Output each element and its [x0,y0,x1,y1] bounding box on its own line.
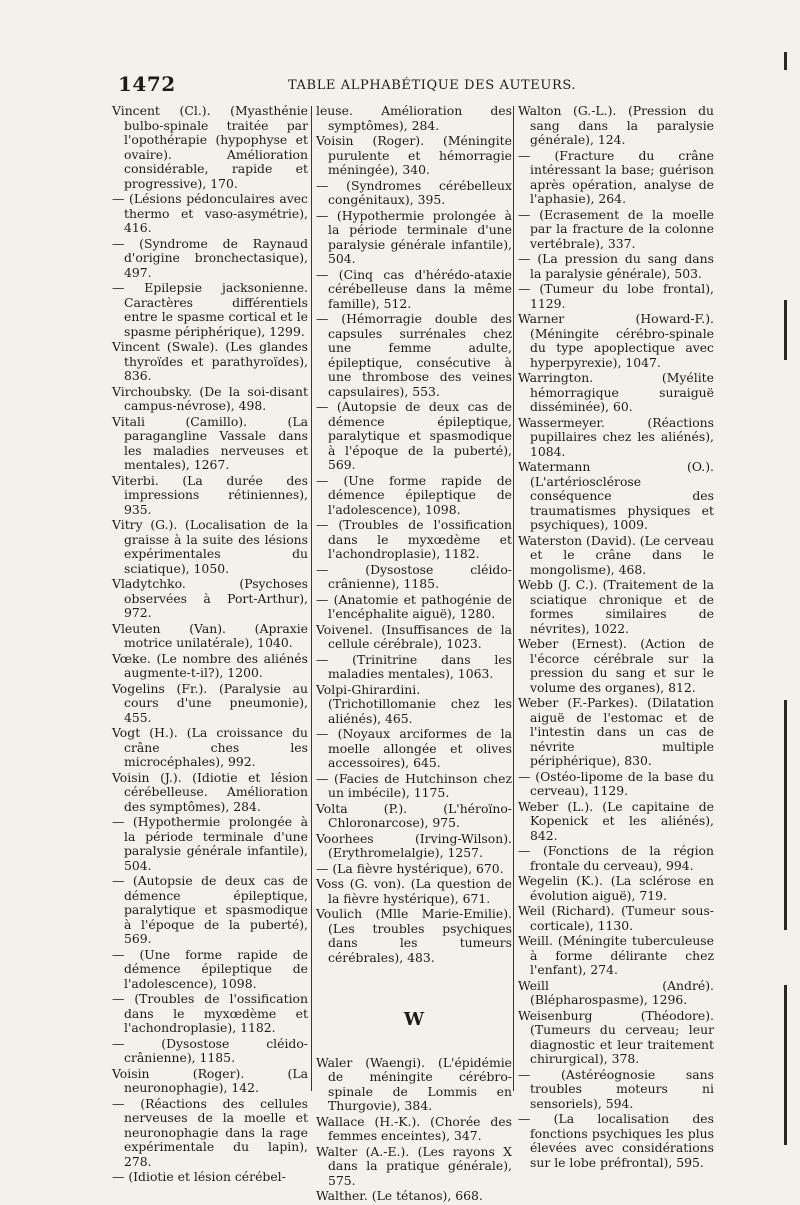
index-entry: — (Autopsie de deux cas de démence épileptique, paralytique et spasmodique à l'époque de la puberté), 569. [112,873,308,946]
index-entry: Walton (G.-L.). (Pression du sang dans la paralysie générale), 124. [518,103,714,147]
index-entry: — (Hypothermie prolongée à la période terminale d'une paralysie générale infantile), 504. [112,814,308,873]
index-entry: — (Une forme rapide de démence épileptique de l'adolescence), 1098. [112,946,308,991]
index-entry: Watermann (O.). (L'artériosclérose conséquence des traumatismes physiques et psychiques), 1009. [518,459,714,532]
index-entry: Voivenel. (Insuffisances de la cellule cérébrale), 1023. [316,621,512,651]
index-entry: Voss (G. von). (La question de la fièvre hystérique), 671. [316,876,512,906]
index-entry: — (Cinq cas d'hérédo-ataxie cérébelleuse dans la même famille), 512. [316,266,512,311]
index-entry: — (Troubles de l'ossification dans le myxœdème et l'achondroplasie), 1182. [112,991,308,1035]
page-number: 1472 [118,72,176,96]
index-entry: Waterston (David). (Le cerveau et le crâne dans le mongolisme), 468. [518,532,714,577]
index-entry: — (Noyaux arciformes de la moelle allongée et olives accessoires), 645. [316,726,512,770]
index-entry: Voulich (Mlle Marie-Emilie). (Les troubles psychiques dans les tumeurs cérébrales), 483. [316,906,512,965]
section-letter-heading: W [403,1009,425,1030]
index-entry: — (Dysostose cléido-crânienne), 1185. [316,561,512,591]
index-entry: Voisin (Roger). (Méningite purulente et hémorragie méningée), 340. [316,133,512,177]
index-entry: — (Autopsie de deux cas de démence épileptique, paralytique et spasmodique à l'époque de la puberté), 569. [316,399,512,472]
index-entry: — (La localisation des fonctions psychiques les plus élevées avec considérations sur le lobe préfrontal), 595. [518,1111,714,1170]
index-entry: Warrington. (Myélite hémorragique suraiguë disséminée), 60. [518,370,714,414]
index-entry: Vogelins (Fr.). (Paralysie au cours d'une pneumonie), 455. [112,680,308,725]
index-entry: — (La fièvre hystérique), 670. [316,860,504,876]
index-entry: — (Anatomie et pathogénie de l'encéphalite aiguë), 1280. [316,591,512,621]
index-entry: Voisin (Roger). (La neuronophagie), 142. [112,1065,308,1095]
index-entry: — (Idiotie et lésion cérébel- [112,1169,286,1184]
index-entry: — (La pression du sang dans la paralysie générale), 503. [518,251,714,281]
column-1 [112,104,308,1186]
index-entry: Viterbi. (La durée des impressions rétiniennes), 935. [112,472,308,517]
index-entry: Vincent (Swale). (Les glandes thyroïdes et parathyroïdes), 836. [112,339,308,383]
index-entry: — (Hémorragie double des capsules surrénales chez une femme adulte, épileptique, consécutive à une thrombose des veines capsulaires), 553. [316,311,512,399]
index-entry: Waler (Waengi). (L'épidémie de méningite cérébro-spinale de Lommis en Thurgovie), 384. [316,1054,512,1113]
index-entry: — (Fracture du crâne intéressant la base; guérison après opération, analyse de l'aphasie), 264. [518,147,714,206]
index-entry: — (Ecrasement de la moelle par la fracture de la colonne vertébrale), 337. [518,206,714,251]
index-entry: Vitali (Camillo). (La paragangline Vassale dans les maladies nerveuses et mentales), 1267. [112,413,308,472]
page-edge-mark [784,700,787,930]
index-entry: Weill. (Méningite tuberculeuse à forme délirante chez l'enfant), 274. [518,933,714,977]
index-entry: — (Troubles de l'ossification dans le myxœdème et l'achondroplasie), 1182. [316,517,512,561]
index-entry: Weil (Richard). (Tumeur sous-corticale), 1130. [518,903,714,933]
index-entry: Weber (F.-Parkes). (Dilatation aiguë de l'estomac et de l'intestin dans un cas de névrite multiple périphérique), 830. [518,695,714,768]
index-entry: — (Facies de Hutchinson chez un imbécile), 1175. [316,770,512,800]
index-entry: — (Dysostose cléido-crânienne), 1185. [112,1035,308,1065]
index-entry: Voorhees (Irving-Wilson). (Erythromelalgie), 1257. [316,830,512,860]
index-entry: — (Astéréognosie sans troubles moteurs ni sensoriels), 594. [518,1066,714,1111]
index-entry: Vladytchko. (Psychoses observées à Port-Arthur), 972. [112,576,308,620]
index-entry: Weber (Ernest). (Action de l'écorce cérébrale sur la pression du sang et sur le volume des organes), 812. [518,636,714,695]
index-entry: Voisin (J.). (Idiotie et lésion cérébelleuse. Amélioration des symptômes), 284. [112,769,308,814]
index-entry: Wallace (H.-K.). (Chorée des femmes enceintes), 347. [316,1113,512,1143]
index-entry: Vleuten (Van). (Apraxie motrice unilatérale), 1040. [112,620,308,650]
index-entry: — (Une forme rapide de démence épileptique de l'adolescence), 1098. [316,472,512,517]
index-entry: — (Trinitrine dans les maladies mentales), 1063. [316,651,512,681]
column-rule [311,106,312,1091]
index-entry: Warner (Howard-F.). (Méningite cérébro-spinale du type apoplectique avec hyperpyrexie), 1047. [518,311,714,370]
index-entry: leuse. Amélioration des symptômes), 284. [316,103,512,133]
index-entry: Vœke. (Le nombre des aliénés augmente-t-il?), 1200. [112,650,308,680]
index-columns [112,103,722,1203]
index-entry: — (Fonctions de la région frontale du cerveau), 994. [518,843,714,873]
index-entry: Wegelin (K.). (La sclérose en évolution aiguë), 719. [518,873,714,903]
index-entry: — Epilepsie jacksonienne. Caractères différentiels entre le spasme cortical et le spasme périphérique), 1299. [112,280,308,339]
index-entry: — (Syndromes cérébelleux congénitaux), 395. [316,177,512,207]
index-entry: Walter (A.-E.). (Les rayons X dans la pratique générale), 575. [316,1143,512,1188]
index-entry: — (Tumeur du lobe frontal), 1129. [518,281,714,311]
index-entry: — (Lésions pédonculaires avec thermo et vaso-asymétrie), 416. [112,191,308,235]
index-entry: Virchoubsky. (De la soi-disant campus-névrose), 498. [112,383,308,413]
page-edge-mark [784,985,787,1145]
index-entry: Weber (L.). (Le capitaine de Kopenick et les aliénés), 842. [518,798,714,843]
index-entry: — (Ostéo-lipome de la base du cerveau), 1129. [518,768,714,798]
index-entry: Vincent (Cl.). (Myasthénie bulbo-spinale traitée par l'opothérapie (hypophyse et ovaire). Amélioration considérable, rapide et progressive), 170. [112,103,308,191]
index-entry: Weisenburg (Théodore). (Tumeurs du cerveau; leur diagnostic et leur traitement chirurgical), 378. [518,1007,714,1066]
column-3 [518,104,714,1171]
index-entry: — (Réactions des cellules nerveuses de la moelle et neuronophagie dans la rage expérimentale du lapin), 278. [112,1095,308,1169]
index-entry: Volpi-Ghirardini. (Trichotillomanie chez les aliénés), 465. [316,681,512,726]
index-entry: Vogt (H.). (La croissance du crâne ches les microcéphales), 992. [112,725,308,769]
index-entry: Webb (J. C.). (Traitement de la sciatique chronique et de formes similaires de névrites), 1022. [518,577,714,636]
index-entry: — (Hypothermie prolongée à la période terminale d'une paralysie générale infantile), 504. [316,207,512,266]
page-edge-mark [784,52,787,70]
index-entry: Vitry (G.). (Localisation de la graisse à la suite des lésions expérimentales du sciatique), 1050. [112,517,308,576]
column-2 [316,104,512,1205]
index-entry: — (Syndrome de Raynaud d'origine bronchectasique), 497. [112,235,308,280]
index-entry: Wassermeyer. (Réactions pupillaires chez les aliénés), 1084. [518,414,714,459]
column-rule [513,106,514,1091]
index-entry: Walther. (Le tétanos), 668. [316,1188,483,1203]
index-entry: Volta (P.). (L'héroïno-Chloronarcose), 975. [316,800,512,830]
index-entry: Weill (André). (Blépharospasme), 1296. [518,977,714,1007]
page-edge-mark [784,300,787,360]
running-title: TABLE ALPHABÉTIQUE DES AUTEURS. [288,78,577,93]
